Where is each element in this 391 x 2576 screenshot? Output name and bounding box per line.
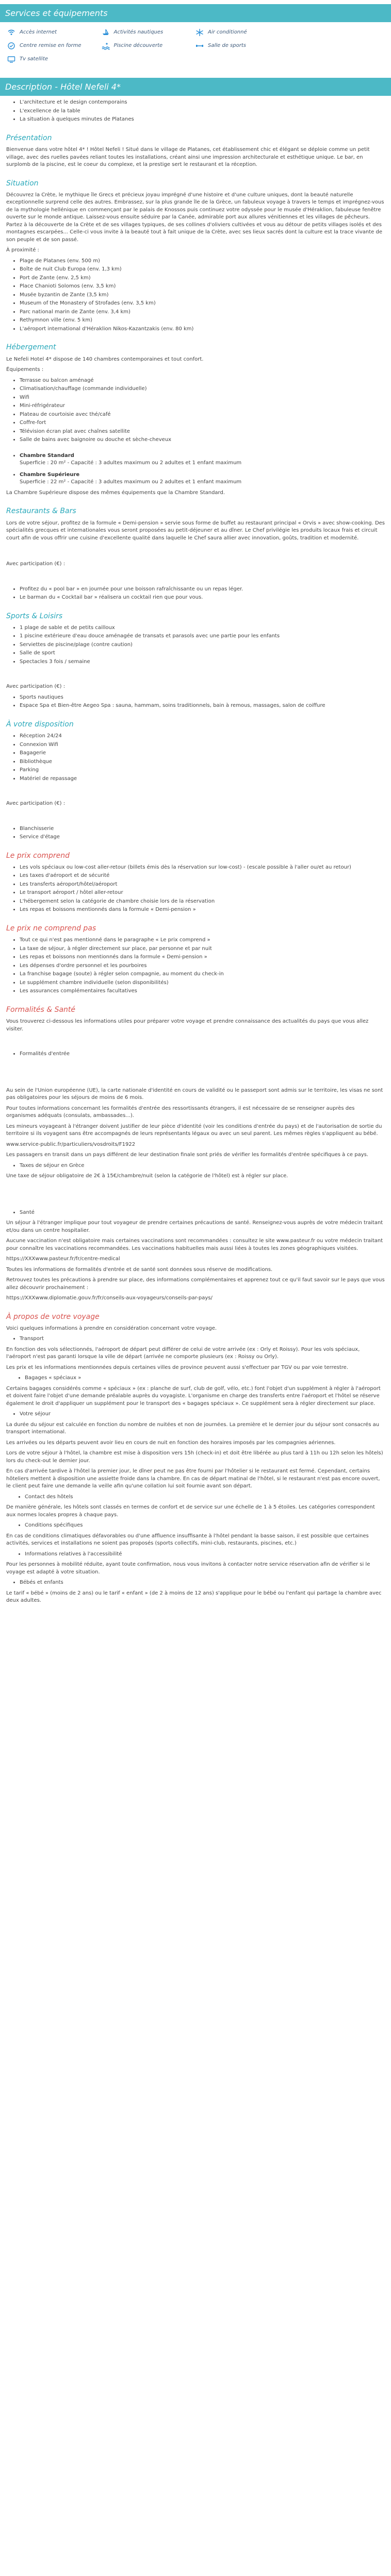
room-desc: Superficie : 20 m² - Capacité : 3 adultes maximum ou 2 adultes et 1 enfant maximum xyxy=(20,460,242,466)
amenity-pool xyxy=(102,42,196,50)
apropos-sejour xyxy=(6,1411,385,1418)
sports-extra-label: Avec participation (€) : xyxy=(6,684,66,690)
list-item: • Wifi xyxy=(20,394,385,402)
list-item: • Sports nautiques xyxy=(20,694,385,702)
formalites-link3[interactable]: https://XXXwww.diplomatie.gouv.fr/fr/conseils-aux-voyageurs/conseils-par-pays/ xyxy=(6,1295,213,1301)
amenity-label: Salle de sports xyxy=(208,42,246,48)
hebergement-intro: Le Nefeli Hotel 4* dispose de 140 chambres contemporaines et tout confort. xyxy=(6,356,204,362)
list-item: • Les repas et boissons non mentionnés dans la formule « Demi-pension » xyxy=(20,954,385,961)
apropos-intro: Voici quelques informations à prendre en considération concernant votre voyage. xyxy=(6,1325,217,1331)
list-item: • Votre séjour xyxy=(20,1411,385,1418)
list-item: • Coffre-fort xyxy=(20,419,385,427)
list-item: • Mini-réfrigérateur xyxy=(20,402,385,410)
list-item: • Tout ce qui n'est pas mentionné dans le paragraphe « Le prix comprend » xyxy=(20,937,385,944)
apropos-contact xyxy=(6,1494,385,1501)
list-item: • La situation à quelques minutes de Platanes xyxy=(20,116,385,124)
restaurants-extra-list xyxy=(6,586,385,602)
list-item: • Museum of the Monastery of Strofades (env. 3,5 km) xyxy=(20,300,385,308)
list-item: • L'aéroport international d'Héraklion Nikos-Kazantzakis (env. 80 km) xyxy=(20,326,385,333)
list-item: • Salle de sport xyxy=(20,650,385,657)
hebergement-equip-list xyxy=(6,377,385,444)
list-item: • Rethymnon ville (env. 5 km) xyxy=(20,317,385,325)
amenities-grid xyxy=(0,24,391,69)
hebergement-title: Hébergement xyxy=(6,343,56,352)
list-item: • Place Chanioti Solomos (env. 3,5 km) xyxy=(20,283,385,291)
list-item: • Les dépenses d'ordre personnel et les pourboires xyxy=(20,962,385,970)
disposition-extra-list xyxy=(6,825,385,841)
list-item: • Bagagerie xyxy=(20,750,385,757)
list-item: • Profitez du « pool bar » en journée pour une boisson rafraîchissante ou un repas léger. xyxy=(20,586,385,594)
list-item: • Port de Zante (env. 2,5 km) xyxy=(20,275,385,282)
wifi-icon xyxy=(7,28,15,37)
formalites-p2: Pour toutes informations concernant les formalités d'entrée des ressortissants étrangers, il est nécessaire de se renseigner auprès des organismes adéquats (consulats, ambassades...). xyxy=(6,1105,355,1119)
list-item: • Conditions spécifiques xyxy=(25,1522,385,1530)
amenity-tv xyxy=(7,55,102,63)
list-item: • Plateau de courtoisie avec thé/café xyxy=(20,411,385,419)
prix-comprend-title: Le prix comprend xyxy=(6,851,70,860)
room-list xyxy=(6,452,385,486)
list-item: • Les assurances complémentaires facultatives xyxy=(20,988,385,995)
situation-text: Découvrez la Crète, le mythique île Grecs et précieux joyau imprégné d'une histoire et d'une culture uniques, dont la beauté naturelle exceptionnelle surprend celle des autres. Embrassez, sur la plus grande île de la Grèce, un fabuleux voyage à travers le temps et imprégnez-vous de la mythologie hellénique en commençant par le palais de Knossos puis continuez votre odyssée pour le musée d'Héraklion, fabuleuse fenêtre ouverte sur le monde antique. Laissez-vous ensuite séduire par la Canée, admirable port aux allures vénitiennes et les villages de pêcheurs. Partez à la découverte de la Crète et de ses villages typiques, de ses collines d'oliviers cultivées et vous au détour de petits villages isolés et des montagnes escarpées... Celle-ci vous invite à la beauté tout à fait unique de la Crète, avec ses lieux sacrés dont la culture est la trace vivante de son peuple et de son passé. xyxy=(6,192,384,243)
list-item: • La taxe de séjour, à régler directement sur place, par personne et par nuit xyxy=(20,945,385,953)
formalites-taxes xyxy=(6,1162,385,1170)
apropos-p9: En cas de conditions climatiques défavorables ou d'une affluence insuffisante à l'hôtel pendant la basse saison, il est possible que certaines activités, services et installations ne soient pas proposés (sports collectifs, mini-club, restaurants, piscines, etc.) xyxy=(6,1533,369,1547)
list-item: • Transport xyxy=(20,1335,385,1343)
apropos-bebes xyxy=(6,1579,385,1587)
list-item: • 1 piscine extérieure d'eau douce aménagée de transats et parasols avec une partie pour les enfants xyxy=(20,633,385,640)
list-item: • Bébés et enfants xyxy=(20,1579,385,1587)
apropos-p1: En fonction des vols sélectionnés, l'aéroport de départ peut différer de celui de votre arrivée (ex : Orly et Roissy). Pour les vols spéciaux, l'aéroport n'est pas garanti lorsque la ville de départ (arrivée ne comporte plusieurs (ex : Roissy ou Orly). xyxy=(6,1346,360,1360)
amenity-fitness xyxy=(7,42,102,50)
formalites-sub2 xyxy=(6,1209,385,1217)
formalites-sub1 xyxy=(6,1050,385,1058)
hebergement-note: La Chambre Supérieure dispose des mêmes équipements que la Chambre Standard. xyxy=(6,489,225,496)
amenity-sports xyxy=(196,42,290,50)
services-header: Services et équipements xyxy=(0,4,391,22)
room-desc: Superficie : 22 m² - Capacité : 3 adultes maximum ou 2 adultes et 1 enfant maximum xyxy=(20,479,242,485)
description-bullets xyxy=(6,99,385,124)
list-item: • Les vols spéciaux ou low-cost aller-retour (billets émis dès la réservation sur low-cost) - (escale possible à l'aller ou/et au retour) xyxy=(20,864,385,872)
list-item: • Informations relatives à l'accessibilité xyxy=(25,1551,385,1558)
situation-access-list xyxy=(6,258,385,333)
restaurants-text: Lors de votre séjour, profitez de la formule « Demi-pension » servie sous forme de buffet au restaurant principal « Orvis » avec show-cooking. Des spécialités grecques et internationales vous seront proposées au petit-déjeuner et au dîner. Le Chef privilégie les produits locaux frais et circuit court afin de vous offrir une cuisine d'excellente qualité dans laquelle le Chef saura allier avec innovation, goûts, tradition et modernité. xyxy=(6,520,385,541)
main-content xyxy=(0,99,391,1604)
list-item: • Taxes de séjour en Grèce xyxy=(20,1162,385,1170)
sports-icon xyxy=(196,42,204,50)
restaurants-extra-label: Avec participation (€) : xyxy=(6,561,66,567)
tv-icon xyxy=(7,55,15,63)
snowflake-icon xyxy=(196,28,204,37)
amenity-label: Piscine découverte xyxy=(113,42,163,48)
formalites-p11: Toutes les informations de formalités d'entrée et de santé sont données sous réserve de modifications. xyxy=(6,1266,273,1273)
amenity-internet xyxy=(7,28,102,37)
apropos-p8: De manière générale, les hôtels sont classés en termes de confort et de service sur une échelle de 1 à 5 étoiles. Les catégories correspondent aux normes locales propres à chaque pays. xyxy=(6,1504,375,1518)
amenity-aircon xyxy=(196,28,290,37)
list-item: • Bibliothèque xyxy=(20,758,385,766)
sports-list xyxy=(6,624,385,666)
presentation-title: Présentation xyxy=(6,133,52,142)
list-item: • Les taxes d'aéroport et de sécurité xyxy=(20,872,385,880)
restaurants-title: Restaurants & Bars xyxy=(6,507,76,516)
list-item: • Serviettes de piscine/plage (contre caution) xyxy=(20,641,385,649)
list-item: • Service d'étage xyxy=(20,834,385,841)
formalites-p8: Un séjour à l'étranger implique pour tout voyageur de prendre certaines précautions de santé. Renseignez-vous auprès de votre médecin traitant et/ou dans un centre hospitalier. xyxy=(6,1220,383,1233)
list-item: • Réception 24/24 xyxy=(20,733,385,740)
list-item: • La franchise bagage (soute) à régler selon compagnie, au moment du check-in xyxy=(20,971,385,978)
formalites-p1: Au sein de l'Union européenne (UE), la carte nationale d'identité en cours de validité ou le passeport sont admis sur le territoire, les visas ne sont pas obligatoires pour les séjours de moins de 6 mois. xyxy=(6,1087,383,1101)
list-item: • Parc national marin de Zante (env. 3,4 km) xyxy=(20,309,385,316)
room-name: • Chambre Standard xyxy=(20,452,74,459)
description-header: Description - Hôtel Nefeli 4* xyxy=(0,78,391,96)
list-item: • Boîte de nuit Club Europa (env. 1,3 km) xyxy=(20,266,385,274)
boat-icon xyxy=(102,28,110,37)
amenity-label: Centre remise en forme xyxy=(20,42,82,48)
disposition-title: À votre disposition xyxy=(6,720,74,728)
list-item: • Bagages « spéciaux » xyxy=(25,1375,385,1382)
list-item: • Santé xyxy=(20,1209,385,1217)
list-item: • Plage de Platanes (env. 500 m) xyxy=(20,258,385,265)
list-item: • 1 plage de sable et de petits cailloux xyxy=(20,624,385,632)
list-item: • Espace Spa et Bien-être Aegeo Spa : sauna, hammam, soins traditionnels, bain à remous, massages, salon de coiffure xyxy=(20,702,385,710)
list-item: • Matériel de repassage xyxy=(20,775,385,783)
hebergement-equip-label: Équipements : xyxy=(6,367,44,373)
list-item: • Terrasse ou balcon aménagé xyxy=(20,377,385,385)
apropos-p10: Pour les personnes à mobilité réduite, ayant toute confirmation, nous vous invitons à contacter notre service réservation afin de vérifier si le voyage est adapté à votre situation. xyxy=(6,1562,370,1575)
apropos-p2: Les prix et les informations mentionnées depuis certaines villes de province peuvent aussi s'effectuer par TGV ou par voie terrestre. xyxy=(6,1364,349,1370)
amenity-nautical xyxy=(102,28,196,37)
apropos-conditions xyxy=(6,1522,385,1530)
apropos-p4: La durée du séjour est calculée en fonction du nombre de nuitées et non de journées. La première et le dernier jour du séjour sont consacrés au transport international. xyxy=(6,1421,380,1435)
list-item: • Salle de bains avec baignoire ou douche et sèche-cheveux xyxy=(20,436,385,444)
formalites-p12: Retrouvez toutes les précautions à prendre sur place, des informations complémentaires et apprenez tout ce qu'il faut savoir sur le pays que vous allez découvrir prochainement : xyxy=(6,1277,385,1291)
apropos-transport xyxy=(6,1335,385,1343)
list-item: • Les transferts aéroport/hôtel/aéroport xyxy=(20,881,385,889)
apropos-p3: Certains bagages considérés comme « spéciaux » (ex : planche de surf, club de golf, vélo, etc.) font l'objet d'un supplément à régler à l'aéroport et doivent faire l'objet d'une demande préalable auprès du voyagiste. L'organisme en charge des transferts entre l'aéroport et l'hôtel se réserve également le droit d'appliquer un supplément pour le transport des « bagages spéciaux ». Ce supplément sera à régler directement sur place. xyxy=(6,1385,381,1406)
disposition-list xyxy=(6,733,385,783)
formalites-title: Formalités & Santé xyxy=(6,1005,76,1014)
list-item: • Climatisation/chauffage (commande individuelle) xyxy=(20,385,385,393)
list-item: • Le supplément chambre individuelle (selon disponibilités) xyxy=(20,979,385,987)
list-item: • Formalités d'entrée xyxy=(20,1050,385,1058)
list-item: • Contact des hôtels xyxy=(25,1494,385,1501)
apropos-p11: Le tarif « bébé » (moins de 2 ans) ou le tarif « enfant » (de 2 à moins de 12 ans) s'applique pour le bébé ou l'enfant qui partage la chambre avec deux adultes. xyxy=(6,1590,382,1604)
situation-title: Situation xyxy=(6,179,39,188)
amenity-label: Accès internet xyxy=(20,29,57,35)
list-item: • Le barman du « Cocktail bar » réalisera un cocktail rien que pour vous. xyxy=(20,594,385,602)
formalites-p5: Les passagers en transit dans un pays différent de leur destination finale sont priés de vérifier les formalités d'entrée spécifiques à ce pays. xyxy=(6,1152,369,1158)
apropos-accessibilite xyxy=(6,1551,385,1558)
wellness-icon xyxy=(7,42,15,50)
sports-title: Sports & Loisirs xyxy=(6,612,63,620)
formalites-p7: Une taxe de séjour obligatoire de 2€ à 15€/chambre/nuit (selon la catégorie de l'hôtel) est à régler sur place. xyxy=(6,1173,288,1179)
apropos-p7: En cas d'arrivée tardive à l'hôtel la premier jour, le dîner peut ne pas être fourni par l'hôtelier si le restaurant est fermé. Cependant, certains hôteliers mettent à disposition une assiette froide dans la chambre. En cas de départ matinal de l'hôtel, si le restaurant n'est pas encore ouvert, le client peut faire une demande la veille afin qu'une collation lui soit fournie avant son départ. xyxy=(6,1468,380,1489)
disposition-extra-label: Avec participation (€) : xyxy=(6,801,66,807)
list-item: • L'hébergement selon la catégorie de chambre choisie lors de la réservation xyxy=(20,898,385,906)
list-item: • Blanchisserie xyxy=(20,825,385,833)
formalites-intro: Vous trouverez ci-dessous les informations utiles pour préparer votre voyage et prendre connaissance des actualités du pays que vous allez visiter. xyxy=(6,1019,369,1032)
list-item: • Télévision écran plat avec chaînes satellite xyxy=(20,428,385,436)
apropos-p6: Lors de votre séjour à l'hôtel, la chambre est mise à disposition vers 15h (check-in) et doit être libérée au plus tard à 11h ou 12h selon les hôtels) lors du check-out le dernier jour. xyxy=(6,1450,383,1464)
amenity-label: Air conditionné xyxy=(208,29,247,35)
situation-access-label: À proximité : xyxy=(6,247,39,253)
presentation-text: Bienvenue dans votre hôtel 4* ! Hôtel Nefeli ! Situé dans le village de Platanes, cet établissement chic et élégant se déploie comme un petit village, avec des ruelles pavées reliant toutes les installations, créant ainsi une impression architecturale et esthétique unique. Le bar, en surplomb de la piscine, est le coeur du complexe, et la prestige sert le restaurant et la réception. xyxy=(6,147,370,168)
apropos-bagages xyxy=(6,1375,385,1382)
list-item: • Connexion Wifi xyxy=(20,741,385,749)
room-name: • Chambre Supérieure xyxy=(20,471,80,478)
amenity-label: Tv satellite xyxy=(20,56,48,62)
room-item xyxy=(20,452,385,467)
list-item: • Les repas et boissons mentionnés dans la formule « Demi-pension » xyxy=(20,906,385,914)
list-item: • Le transport aéroport / hôtel aller-retour xyxy=(20,889,385,897)
prix-comprend-list xyxy=(6,864,385,914)
prix-ne-comprend-title: Le prix ne comprend pas xyxy=(6,924,96,933)
formalites-p9: Aucune vaccination n'est obligatoire mais certaines vaccinations sont recommandées : consultez le site www.pasteur.fr ou votre médecin traitant pour connaître les vaccinations recommandées. Les vaccinations habituelles mais aussi liées à toutes les zones géographiques visitées. xyxy=(6,1238,383,1251)
formalites-p3: Les mineurs voyageant à l'étranger doivent justifier de leur pièce d'identité (voir les conditions d'entrée du pays) et de l'autorisation de sortie du territoire si ils voyagent sans être accompagnés de leurs représentants légaux ou avec un seul parent. Les mêmes règles s'appliquent au bébé. xyxy=(6,1123,382,1137)
amenity-label: Activités nautiques xyxy=(113,29,164,35)
apropos-p5: Les arrivées ou les départs peuvent avoir lieu en cours de nuit en fonction des horaires imposés par les compagnies aériennes. xyxy=(6,1439,336,1446)
list-item: • L'excellence de la table xyxy=(20,108,385,115)
prix-ne-comprend-list xyxy=(6,937,385,995)
formalites-link1[interactable]: www.service-public.fr/particuliers/vosdroits/F1922 xyxy=(6,1141,136,1147)
room-item xyxy=(20,471,385,486)
pool-icon xyxy=(102,42,110,50)
list-item: • Parking xyxy=(20,767,385,774)
list-item: • Musée byzantin de Zante (3,5 km) xyxy=(20,292,385,299)
formalites-link2[interactable]: https://XXXwww.pasteur.fr/fr/centre-medical xyxy=(6,1256,120,1262)
list-item: • L'architecture et le design contemporains xyxy=(20,99,385,107)
apropos-title: À propos de votre voyage xyxy=(6,1312,100,1321)
sports-extra-list xyxy=(6,694,385,710)
list-item: • Spectacles 3 fois / semaine xyxy=(20,658,385,666)
